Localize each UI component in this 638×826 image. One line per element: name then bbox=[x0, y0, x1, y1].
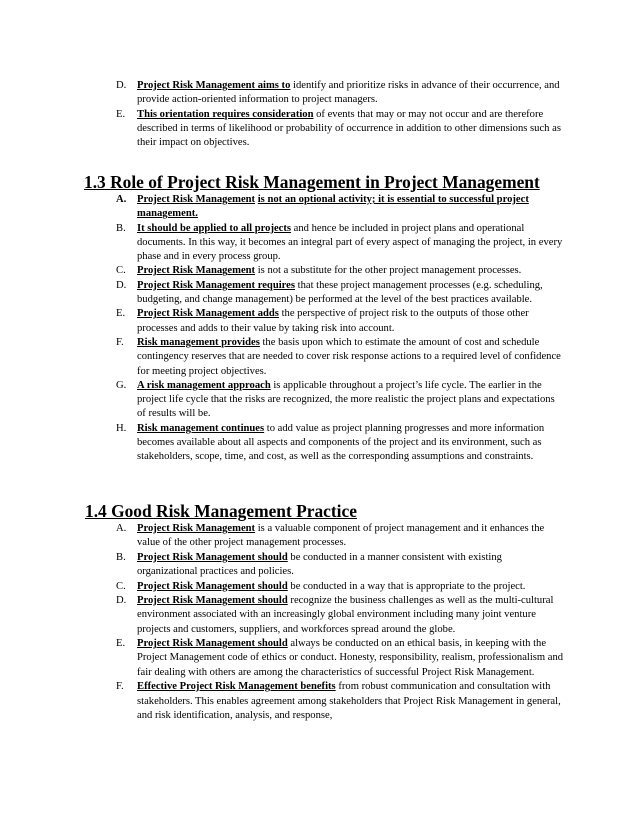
list-item bbox=[116, 422, 564, 465]
list-item bbox=[116, 279, 564, 308]
intro-list bbox=[0, 79, 638, 150]
list-item bbox=[116, 336, 564, 379]
list-item-text: always be conducted on an ethical basis, in keeping with the Project Management code of ethics or conduct. Honesty, responsibility, realism, professionalism and fair dealing with others are among the characteristics of successful Project Risk Management. bbox=[137, 638, 564, 678]
list-item-text: the basis upon which to estimate the amount of cost and schedule contingency reserves that are needed to cover risk response actions to a required level of confidence for meeting project objectives. bbox=[137, 336, 561, 377]
list-item-lead: A risk management approach bbox=[137, 379, 271, 391]
list-item-lead: Project Risk Management should bbox=[137, 551, 288, 563]
list-item-letter: B. bbox=[116, 551, 126, 563]
list-item-lead: Project Risk Management should bbox=[137, 580, 288, 592]
list-item-letter: F. bbox=[116, 336, 124, 348]
list-item-letter: B. bbox=[116, 222, 126, 234]
list-item-letter: A. bbox=[116, 194, 127, 205]
list-item-letter: C. bbox=[116, 265, 126, 277]
list-item-text: from robust communication and consultation with stakeholders. This enables agreement among stakeholders that Project Risk Management in general, and risk identification, analysis, and response, bbox=[137, 681, 561, 721]
list-item-lead: Project Risk Management aims to bbox=[137, 80, 291, 91]
list-item-lead: Project Risk Management should bbox=[137, 595, 288, 607]
list-item-lead: Risk management provides bbox=[137, 336, 260, 348]
list-item-lead: Effective Project Risk Management benefits bbox=[137, 681, 336, 693]
list-item-letter: D. bbox=[116, 595, 127, 607]
list-item-lead: Project Risk Management bbox=[137, 194, 256, 205]
list-item bbox=[116, 79, 564, 108]
list-item bbox=[116, 637, 564, 680]
section-1-4-list bbox=[0, 522, 638, 723]
list-item-text: is applicable throughout a project’s life cycle. The earlier in the project life cycle that the risks are recognized, the more realistic the project plans and expectations of results will be. bbox=[137, 379, 555, 420]
list-item-text: to add value as project planning progresses and more information becomes available about all aspects and components of the project and its environment, such as stakeholders, scope, time, and cost, as well as the corresponding assumptions and constraints. bbox=[137, 422, 545, 463]
list-item-text: be conducted in a way that is appropriate to the project. bbox=[287, 580, 526, 592]
list-item-lead: This orientation requires consideration bbox=[137, 108, 314, 120]
list-item bbox=[116, 108, 564, 151]
list-item-lead: Project Risk Management bbox=[137, 523, 256, 534]
list-item-lead: Project Risk Management adds bbox=[137, 308, 279, 320]
list-item bbox=[116, 594, 564, 637]
section-heading-1-4: 1.4 Good Risk Management Practice bbox=[85, 501, 357, 521]
list-item-text: is a valuable component of project management and it enhances the value of the other project management processes. bbox=[137, 523, 545, 549]
list-item-text: identify and prioritize risks in advance of their occurrence, and provide action-oriented information to project managers. bbox=[137, 80, 560, 106]
list-item bbox=[116, 522, 564, 551]
list-item bbox=[116, 222, 564, 265]
list-item-letter: G. bbox=[116, 379, 127, 391]
section-heading-1-3: 1.3 Role of Project Risk Management in Project Management bbox=[84, 172, 540, 192]
list-item-letter: E. bbox=[116, 108, 126, 120]
list-item-text: is not a substitute for the other project management processes. bbox=[255, 265, 522, 277]
section-1-3-list bbox=[0, 193, 638, 465]
list-item-lead: Project Risk Management bbox=[137, 265, 256, 277]
list-item-lead: Project Risk Management requires bbox=[137, 279, 295, 291]
list-item bbox=[116, 680, 564, 723]
list-item-letter: C. bbox=[116, 580, 126, 592]
list-item-text: of events that may or may not occur and are therefore described in terms of likelihood or probability of occurrence in addition to other dimensions such as their impact on objectives. bbox=[137, 108, 561, 149]
list-item-lead: Project Risk Management should bbox=[137, 638, 288, 650]
list-item-lead: It should be applied to all projects bbox=[137, 222, 292, 234]
list-item bbox=[116, 193, 564, 222]
list-item-lead-2: is not an optional activity; it is essential to successful project management. bbox=[137, 194, 529, 220]
list-item-letter: E. bbox=[116, 308, 126, 320]
list-item-letter: E. bbox=[116, 638, 126, 650]
list-item bbox=[116, 580, 564, 594]
list-item bbox=[116, 307, 564, 336]
list-item bbox=[116, 551, 564, 580]
list-item-letter: F. bbox=[116, 681, 124, 693]
list-item-text: recognize the business challenges as well as the multi-cultural environment associated with an increasingly global environment including many joint venture projects and customers, suppliers, and workforces spread around the globe. bbox=[137, 595, 554, 635]
list-item-letter: D. bbox=[116, 279, 127, 291]
list-item-text: and hence be included in project plans and operational documents. In this way, it becomes an integral part of every aspect of managing the project, in every phase and in every process group. bbox=[137, 222, 563, 263]
list-item bbox=[116, 264, 564, 278]
list-item-lead: Risk management continues bbox=[137, 422, 265, 434]
list-item-text: the perspective of project risk to the outputs of those other processes and adds to their value by taking risk into account. bbox=[137, 308, 529, 334]
list-item-letter: A. bbox=[116, 523, 127, 534]
list-item bbox=[116, 379, 564, 422]
list-item-text: be conducted in a manner consistent with existing organizational practices and policies. bbox=[137, 551, 502, 578]
list-item-text: that these project management processes (e.g. scheduling, budgeting, and change management) be performed at the level of the best practices available. bbox=[137, 279, 543, 306]
list-item-letter: H. bbox=[116, 422, 127, 434]
list-item-letter: D. bbox=[116, 80, 127, 91]
